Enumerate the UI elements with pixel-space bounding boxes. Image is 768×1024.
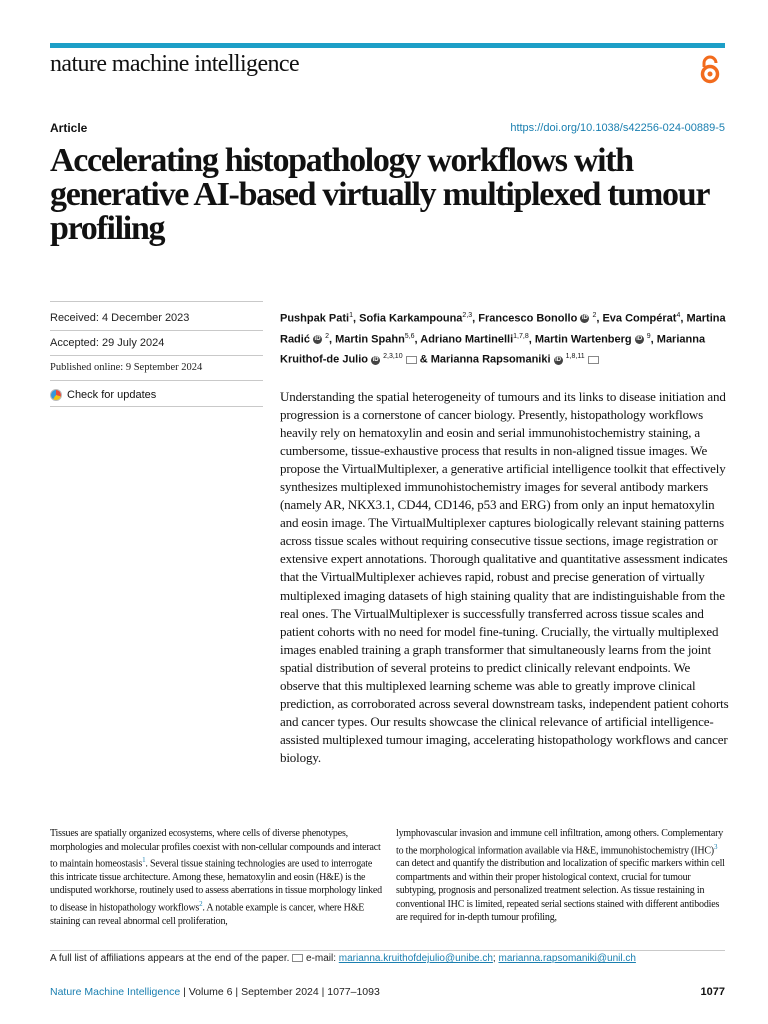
email-label: e-mail: <box>305 953 336 964</box>
abstract: Understanding the spatial heterogeneity of tumours and its links to disease initiation and progression is a cornerstone of cancer biology. Presently, histopathology workflows heavily rely on hematoxylin and eosin and serial immunohistochemistry staining, a cumbersome, tissue-exhaustive process that results in non-aligned tissue images. We propose the VirtualMultiplexer, a generative artificial intelligence toolkit that effectively synthesizes multiplexed immunohistochemistry images for several antibody markers (namely AR, NKX3.1, CD44, CD146, p53 and ERG) from only an input hematoxylin and eosin image. The VirtualMultiplexer captures biologically relevant staining patterns across tissue scales without requiring consecutive tissue sections, image registration or extensive expert annotations. Thorough qualitative and quantitative assessment indicates that the VirtualMultiplexer achieves rapid, robust and precise generation of virtually multiplexed imaging datasets of high staining quality that are indistinguishable from the real ones. The VirtualMultiplexer is successfully transferred across tissue scales and patient cohorts with no need for model fine-tuning. Crucially, the virtually multiplexed images enabled training a graph transformer that simultaneously learns from the joint spatial distribution of several proteins to predict clinically relevant endpoints. We observe that this multiplexed learning scheme was able to greatly improve clinical prediction, as corroborated across several downstream tasks, independent patient cohorts and cancer types. Our results showcase the clinical relevance of artificial intelligence-assisted multiplexed tumour imaging, accelerating histopathology workflows and cancer biology. <box>280 389 729 765</box>
body-text: can detect and quantify the distribution and localization of specific markers within cell compartments and within their proper histological context, crucial for tumour subtyping, prognosis and personalized treatment selection. As tissue restaining in conventional IHC is limited, repeated serial sections stained with different antibodies are required for in-depth tumour profiling, <box>396 858 725 924</box>
orcid-icon[interactable]: iD <box>372 356 379 363</box>
divider <box>50 380 263 381</box>
author-name[interactable]: Sofia Karkampouna <box>359 312 463 325</box>
email-link-2[interactable]: marianna.rapsomaniki@unil.ch <box>498 953 636 964</box>
author-name[interactable]: Martin Wartenberg <box>534 333 632 346</box>
page-number: 1077 <box>700 986 725 998</box>
email-separator: ; <box>492 953 496 964</box>
author-name[interactable]: Eva Compérat <box>602 312 677 325</box>
author-name[interactable]: Martin Spahn <box>335 333 405 346</box>
body-column-2 <box>396 827 729 925</box>
orcid-icon[interactable]: iD <box>314 335 321 342</box>
author-name[interactable]: Martina Radić <box>280 312 726 346</box>
author-name[interactable]: Marianna Kruithof-de Julio <box>280 333 706 366</box>
affiliation-superscript: 1 <box>349 312 353 319</box>
footer-volume: | Volume 6 | September 2024 | 1077–1093 <box>180 986 380 998</box>
reference-link[interactable]: 3 <box>713 842 718 851</box>
author-list: Pushpak Pati$^1$, Sofia Karkampouna$^{2,3}$, Francesco Bonollo iD $^2$, Eva Compérat$^4$, Martina Radić iD $^2$, Martin Spahn$^{5,6}$, Adriano Martinelli$^{1,7,8}$, Martin Wartenberg iD $^9$, Marianna Kruithof-de Julio iD $^{2,3,10}$ & Marianna Rapsomaniki iD $^{1,8,11}$ <box>280 312 726 366</box>
orcid-icon[interactable]: iD <box>581 315 588 322</box>
divider <box>50 301 263 302</box>
affiliation-superscript: 5,6 <box>404 332 415 340</box>
author-name[interactable]: Francesco Bonollo <box>478 312 578 325</box>
page-footer <box>50 986 380 998</box>
author-name[interactable]: Marianna Rapsomaniki <box>430 353 551 366</box>
divider <box>50 406 263 407</box>
envelope-icon[interactable] <box>406 356 417 364</box>
divider <box>50 355 263 356</box>
author-name[interactable]: Adriano Martinelli <box>420 333 514 346</box>
email-link-1[interactable]: marianna.kruithofdejulio@unibe.ch <box>338 953 493 964</box>
body-column-1 <box>50 827 383 928</box>
crossmark-icon <box>50 389 62 401</box>
body-text: . Several tissue staining technologies are used to interrogate this intricate tissue architecture. Among these, hematoxylin and eosin (H&E) is the undisputed workhorse, routinely used to assess aberrations in tissue morphology linked to disease in histopathology workflows <box>50 858 382 914</box>
footnote-divider <box>50 950 725 951</box>
published-date: Published online: 9 September 2024 <box>50 362 203 373</box>
reference-link[interactable]: 2 <box>199 899 203 908</box>
affiliation-superscript: 1,7,8 <box>513 332 529 340</box>
article-type-label: Article <box>50 121 88 135</box>
footer-journal[interactable]: Nature Machine Intelligence <box>50 986 181 998</box>
journal-accent-bar <box>50 43 725 48</box>
open-access-icon <box>697 54 723 84</box>
author-name[interactable]: Pushpak Pati <box>280 312 350 325</box>
affiliation-superscript: 4 <box>676 312 681 319</box>
body-text: . A notable example is cancer, where H&E staining can reveal abnormal cell proliferation, <box>50 902 365 927</box>
check-updates-label: Check for updates <box>67 389 157 401</box>
body-text: Tissues are spatially organized ecosystems, where cells of diverse phenotypes, morphologies and molecular profiles coexist with non-cellular compounds and interact to maintain homeostasis <box>50 828 381 870</box>
reference-link[interactable]: 1 <box>142 856 146 864</box>
footnote-text: A full list of affiliations appears at the end of the paper. <box>50 953 290 964</box>
affiliation-superscript: 2 <box>325 332 329 340</box>
affiliation-footnote <box>50 953 636 964</box>
received-date: Received: 4 December 2023 <box>50 312 190 324</box>
accepted-date: Accepted: 29 July 2024 <box>50 337 165 349</box>
affiliation-superscript: 2,3,10 <box>383 353 403 361</box>
orcid-icon[interactable]: iD <box>555 356 562 363</box>
affiliation-superscript: 9 <box>646 332 651 340</box>
affiliation-superscript: 1,8,11 <box>565 353 585 361</box>
body-text: lymphovascular invasion and immune cell infiltration, among others. Complementary to the morphological information available via H&E, immunohistochemistry (IHC) <box>396 828 724 856</box>
affiliation-superscript: 2,3 <box>462 312 473 319</box>
affiliation-superscript: 2 <box>592 312 597 319</box>
doi-link[interactable]: https://doi.org/10.1038/s42256-024-00889-5 <box>510 122 725 134</box>
check-updates-button[interactable] <box>50 387 156 403</box>
orcid-icon[interactable]: iD <box>636 335 643 342</box>
journal-name: nature machine intelligence <box>50 51 300 77</box>
divider <box>50 330 263 331</box>
envelope-icon[interactable] <box>588 356 599 364</box>
article-title: Accelerating histopathology workflows with generative AI-based virtually multiplexed tumour profiling <box>50 142 709 247</box>
envelope-icon <box>292 954 303 962</box>
